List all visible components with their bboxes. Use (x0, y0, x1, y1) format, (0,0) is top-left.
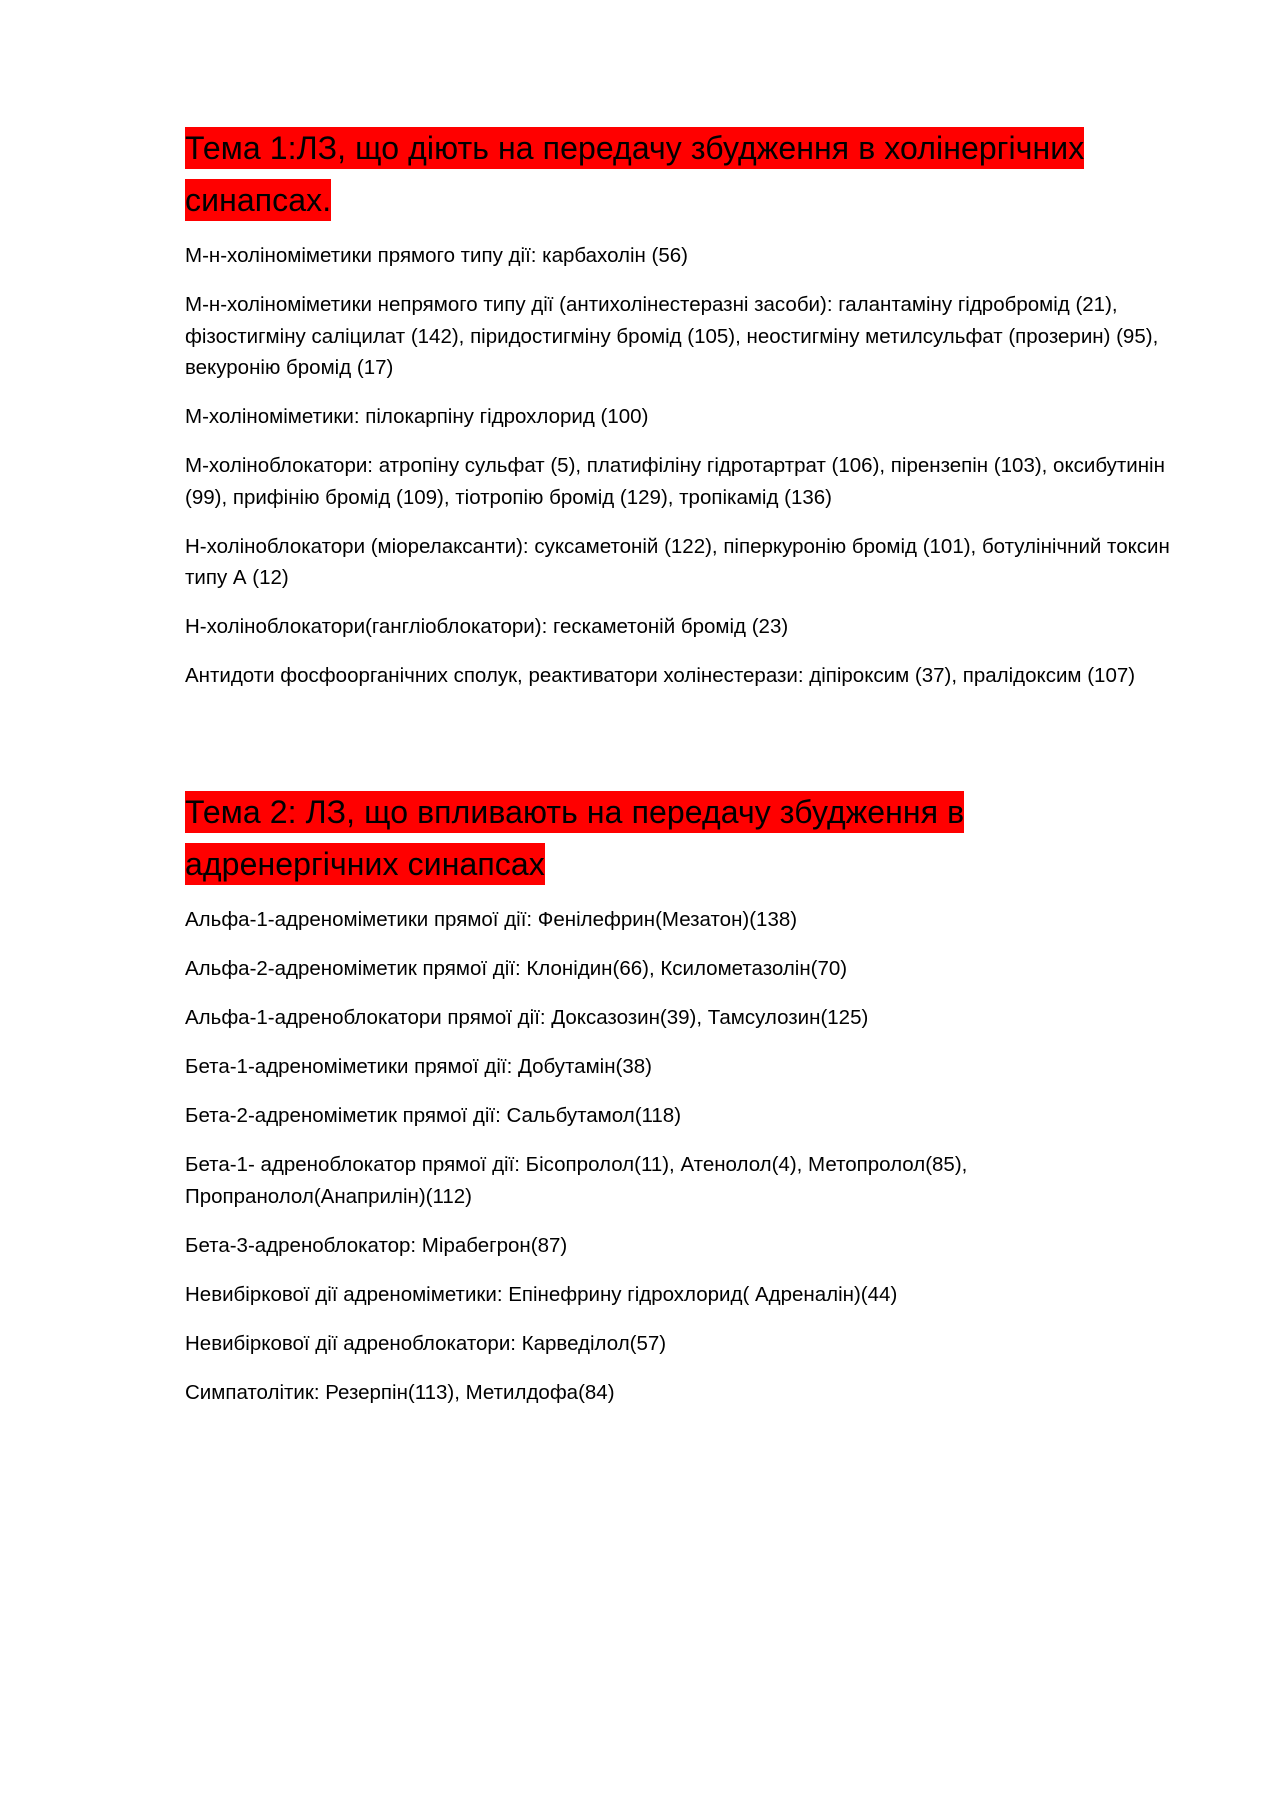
topic-1-item: Н-холіноблокатори (міорелаксанти): суксаметоній (122), піперкуронію бромід (101), ботулінічний токсин типу А (12) (185, 534, 1170, 589)
topic-1-item: М-холіноблокатори: атропіну сульфат (5), платифіліну гідротартрат (106), пірензепін (103), оксибутинін (99), прифінію бромід (109), тіотропію бромід (129), тропікамід (136) (185, 454, 1165, 509)
topic-2-item: Бета-1-адреноміметики прямої дії: Добутамін(38) (185, 1055, 652, 1078)
topic-2-item: Бета-1- адреноблокатор прямої дії: Бісопролол(11), Атенолол(4), Метопролол(85), Пропранолол(Анаприлін)(112) (185, 1153, 968, 1208)
topic-2-heading (185, 786, 1185, 890)
topic-1-item: Антидоти фосфоорганічних сполук, реактиватори холінестерази: діпіроксим (37), пралідоксим (107) (185, 664, 1136, 687)
topic-2-item: Невибіркової дії адреноблокатори: Карведілол(57) (185, 1331, 667, 1355)
topic-1-item: М-н-холіноміметики непрямого типу дії (антихолінестеразні засоби): галантаміну гідробромід (21), фізостигміну саліцилат (142), піридостигміну бромід (105), неостигміну метилсульфат (прозерин) (95), векуронію бромід (17) (185, 293, 1159, 379)
topic-1-item: М-холіноміметики: пілокарпіну гідрохлорид (100) (185, 405, 649, 428)
topic-1-heading-text: Тема 1:ЛЗ, що діють на передачу збудження в холінергічних синапсах. (185, 127, 1084, 221)
topic-2-item: Альфа-1-адреноміметики прямої дії: Фенілефрин(Мезатон)(138) (185, 908, 798, 931)
topic-1-item: Н-холіноблокатори(гангліоблокатори): гескаметоній бромід (23) (185, 615, 789, 638)
topic-2-heading-text: Тема 2: ЛЗ, що впливають на передачу збудження в адренергічних синапсах (185, 791, 964, 885)
topic-2-item: Симпатолітик: Резерпін(113), Метилдофа(84) (185, 1380, 615, 1404)
topic-2-item: Альфа-2-адреноміметик прямої дії: Клонідин(66), Ксилометазолін(70) (185, 957, 848, 980)
topic-2-item: Невибіркової дії адреноміметики: Епінефрину гідрохлорид( Адреналін)(44) (185, 1282, 898, 1306)
topic-2-item: Бета-2-адреноміметик прямої дії: Сальбутамол(118) (185, 1104, 682, 1127)
topic-1-item: М-н-холіноміметики прямого типу дії: карбахолін (56) (185, 244, 689, 267)
topic-1-section (185, 122, 1185, 709)
topic-2-item: Бета-3-адреноблокатор: Мірабегрон(87) (185, 1233, 568, 1257)
topic-2-section (185, 786, 1185, 1426)
topic-2-item: Альфа-1-адреноблокатори прямої дії: Доксазозин(39), Тамсулозин(125) (185, 1006, 869, 1029)
topic-1-heading (185, 122, 1185, 226)
